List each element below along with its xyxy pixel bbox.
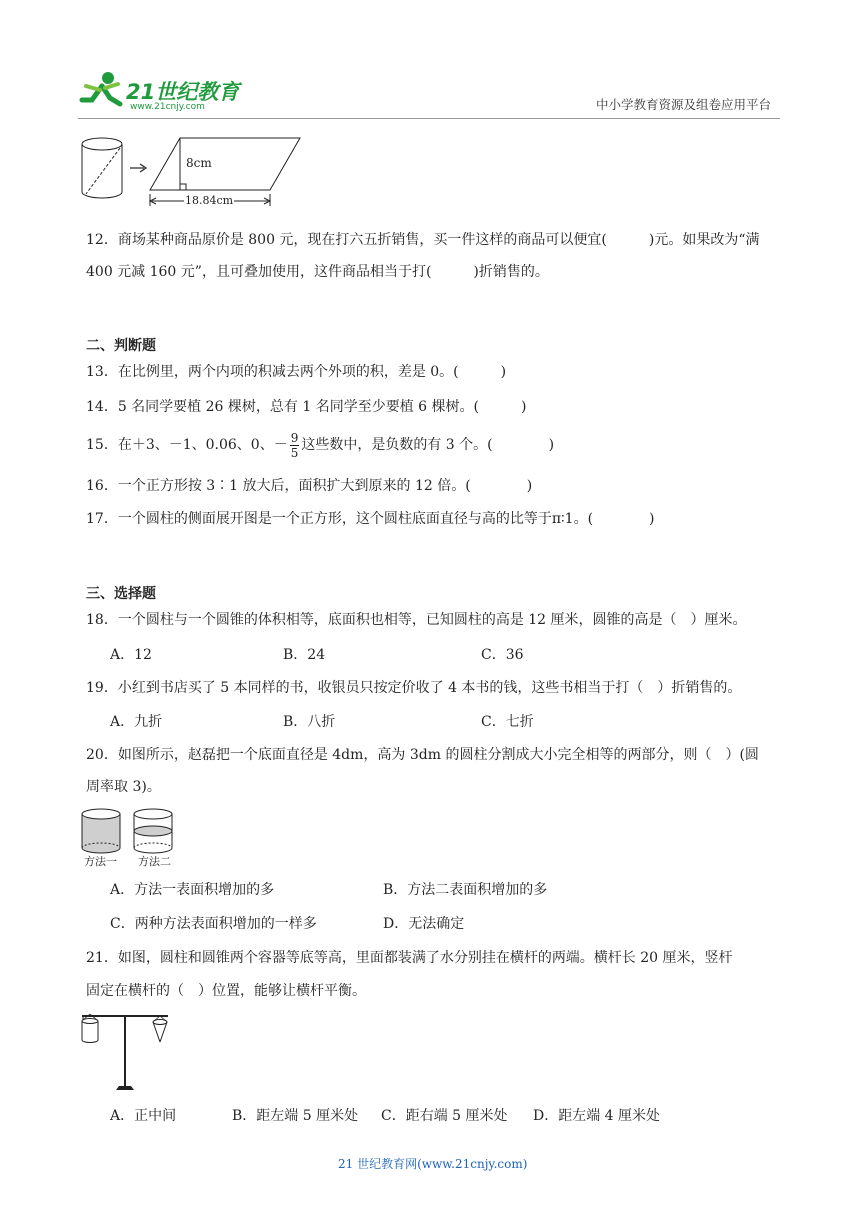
cylinder-shape xyxy=(82,138,122,198)
q13-text: 13．在比例里，两个内项的积减去两个外项的积，差是 0。( ) xyxy=(86,364,507,380)
q21-line2: 固定在横杆的（ ）位置，能够让横杆平衡。 xyxy=(86,983,366,999)
arrow-right-icon xyxy=(130,164,146,172)
platform-name: 中小学教育资源及组卷应用平台 xyxy=(596,97,772,112)
hanging-cylinder xyxy=(82,1014,98,1043)
q20-option-b: B．方法二表面积增加的多 xyxy=(383,882,548,898)
q18-option-a: A．12 xyxy=(110,647,152,663)
q21-option-d: D．距左端 4 厘米处 xyxy=(533,1108,661,1124)
section-judgement-title: 二、判断题 xyxy=(86,338,156,354)
q15-before: 15．在＋3、－1、0.06、0、－ xyxy=(86,437,288,453)
method1-label: 方法一 xyxy=(84,855,117,868)
hanging-cone xyxy=(153,1016,167,1042)
q20-option-c: C．两种方法表面积增加的一样多 xyxy=(110,916,317,932)
header-rule xyxy=(78,118,780,119)
q12-line1: 12．商场某种商品原价是 800 元，现在打六五折销售，买一件这样的商品可以便宜( )元。如果改为“满 xyxy=(86,232,760,248)
footer-link[interactable]: 21 世纪教育网(www.21cnjy.com) xyxy=(338,1157,528,1171)
q18-stem: 18．一个圆柱与一个圆锥的体积相等，底面积也相等，已知圆柱的高是 12 厘米，圆锥的高是（ ）厘米。 xyxy=(86,612,747,628)
q21-option-c: C．距右端 5 厘米处 xyxy=(381,1108,508,1124)
pole-base xyxy=(116,1086,134,1090)
q20-line2: 周率取 3)。 xyxy=(86,779,161,795)
q21-line1: 21．如图，圆柱和圆锥两个容器等底等高，里面都装满了水分别挂在横杆的两端。横杆长 20 厘米，竖杆 xyxy=(86,950,733,966)
method1-cylinder xyxy=(82,809,120,853)
q19-option-c: C．七折 xyxy=(481,714,534,730)
q15-frac-num: 9 xyxy=(290,430,299,445)
q12-line2: 400 元减 160 元”，且可叠加使用，这件商品相当于打( )折销售的。 xyxy=(86,264,549,280)
q15-text xyxy=(86,425,554,465)
q15-after: 这些数中，是负数的有 3 个。( ) xyxy=(301,437,555,453)
q14-text: 14．5 名同学要植 26 棵树，总有 1 名同学至少要植 6 棵树。( ) xyxy=(86,399,527,415)
q18-option-c: C．36 xyxy=(481,647,524,663)
q21-option-a: A．正中间 xyxy=(110,1108,177,1124)
logo-sub-text: www.21cnjy.com xyxy=(130,102,205,112)
runner-logo-icon xyxy=(78,70,128,114)
cylinder-cut-figure xyxy=(80,808,180,856)
q20-option-a: A．方法一表面积增加的多 xyxy=(110,882,275,898)
q20-option-d: D．无法确定 xyxy=(383,916,465,932)
q15-frac-den: 5 xyxy=(290,445,299,460)
logo-main-text: 21世纪教育 xyxy=(126,80,240,104)
q19-stem: 19．小红到书店买了 5 本同样的书，收银员只按定价收了 4 本书的钱，这些书相当于打（ ）折销售的。 xyxy=(86,680,742,696)
method2-cylinder xyxy=(134,809,172,853)
height-label: 8cm xyxy=(186,156,212,170)
q21-option-b: B．距左端 5 厘米处 xyxy=(232,1108,359,1124)
q19-option-b: B．八折 xyxy=(283,714,336,730)
width-label: 18.84cm xyxy=(185,194,234,207)
q17-text: 17．一个圆柱的侧面展开图是一个正方形，这个圆柱底面直径与高的比等于π∶1。( ) xyxy=(86,511,655,527)
section-choice-title: 三、选择题 xyxy=(86,586,156,602)
q16-text: 16．一个正方形按 3∶1 放大后，面积扩大到原来的 12 倍。( ) xyxy=(86,478,533,494)
q15-fraction xyxy=(290,431,300,460)
q18-option-b: B．24 xyxy=(283,647,326,663)
q19-option-a: A．九折 xyxy=(110,714,163,730)
site-logo xyxy=(78,70,248,118)
balance-scale-figure xyxy=(80,1010,180,1092)
method2-label: 方法二 xyxy=(138,855,171,868)
q20-line1: 20．如图所示，赵磊把一个底面直径是 4dm，高为 3dm 的圆柱分割成大小完全相等的两部分，则（ ）(圆 xyxy=(86,747,759,763)
